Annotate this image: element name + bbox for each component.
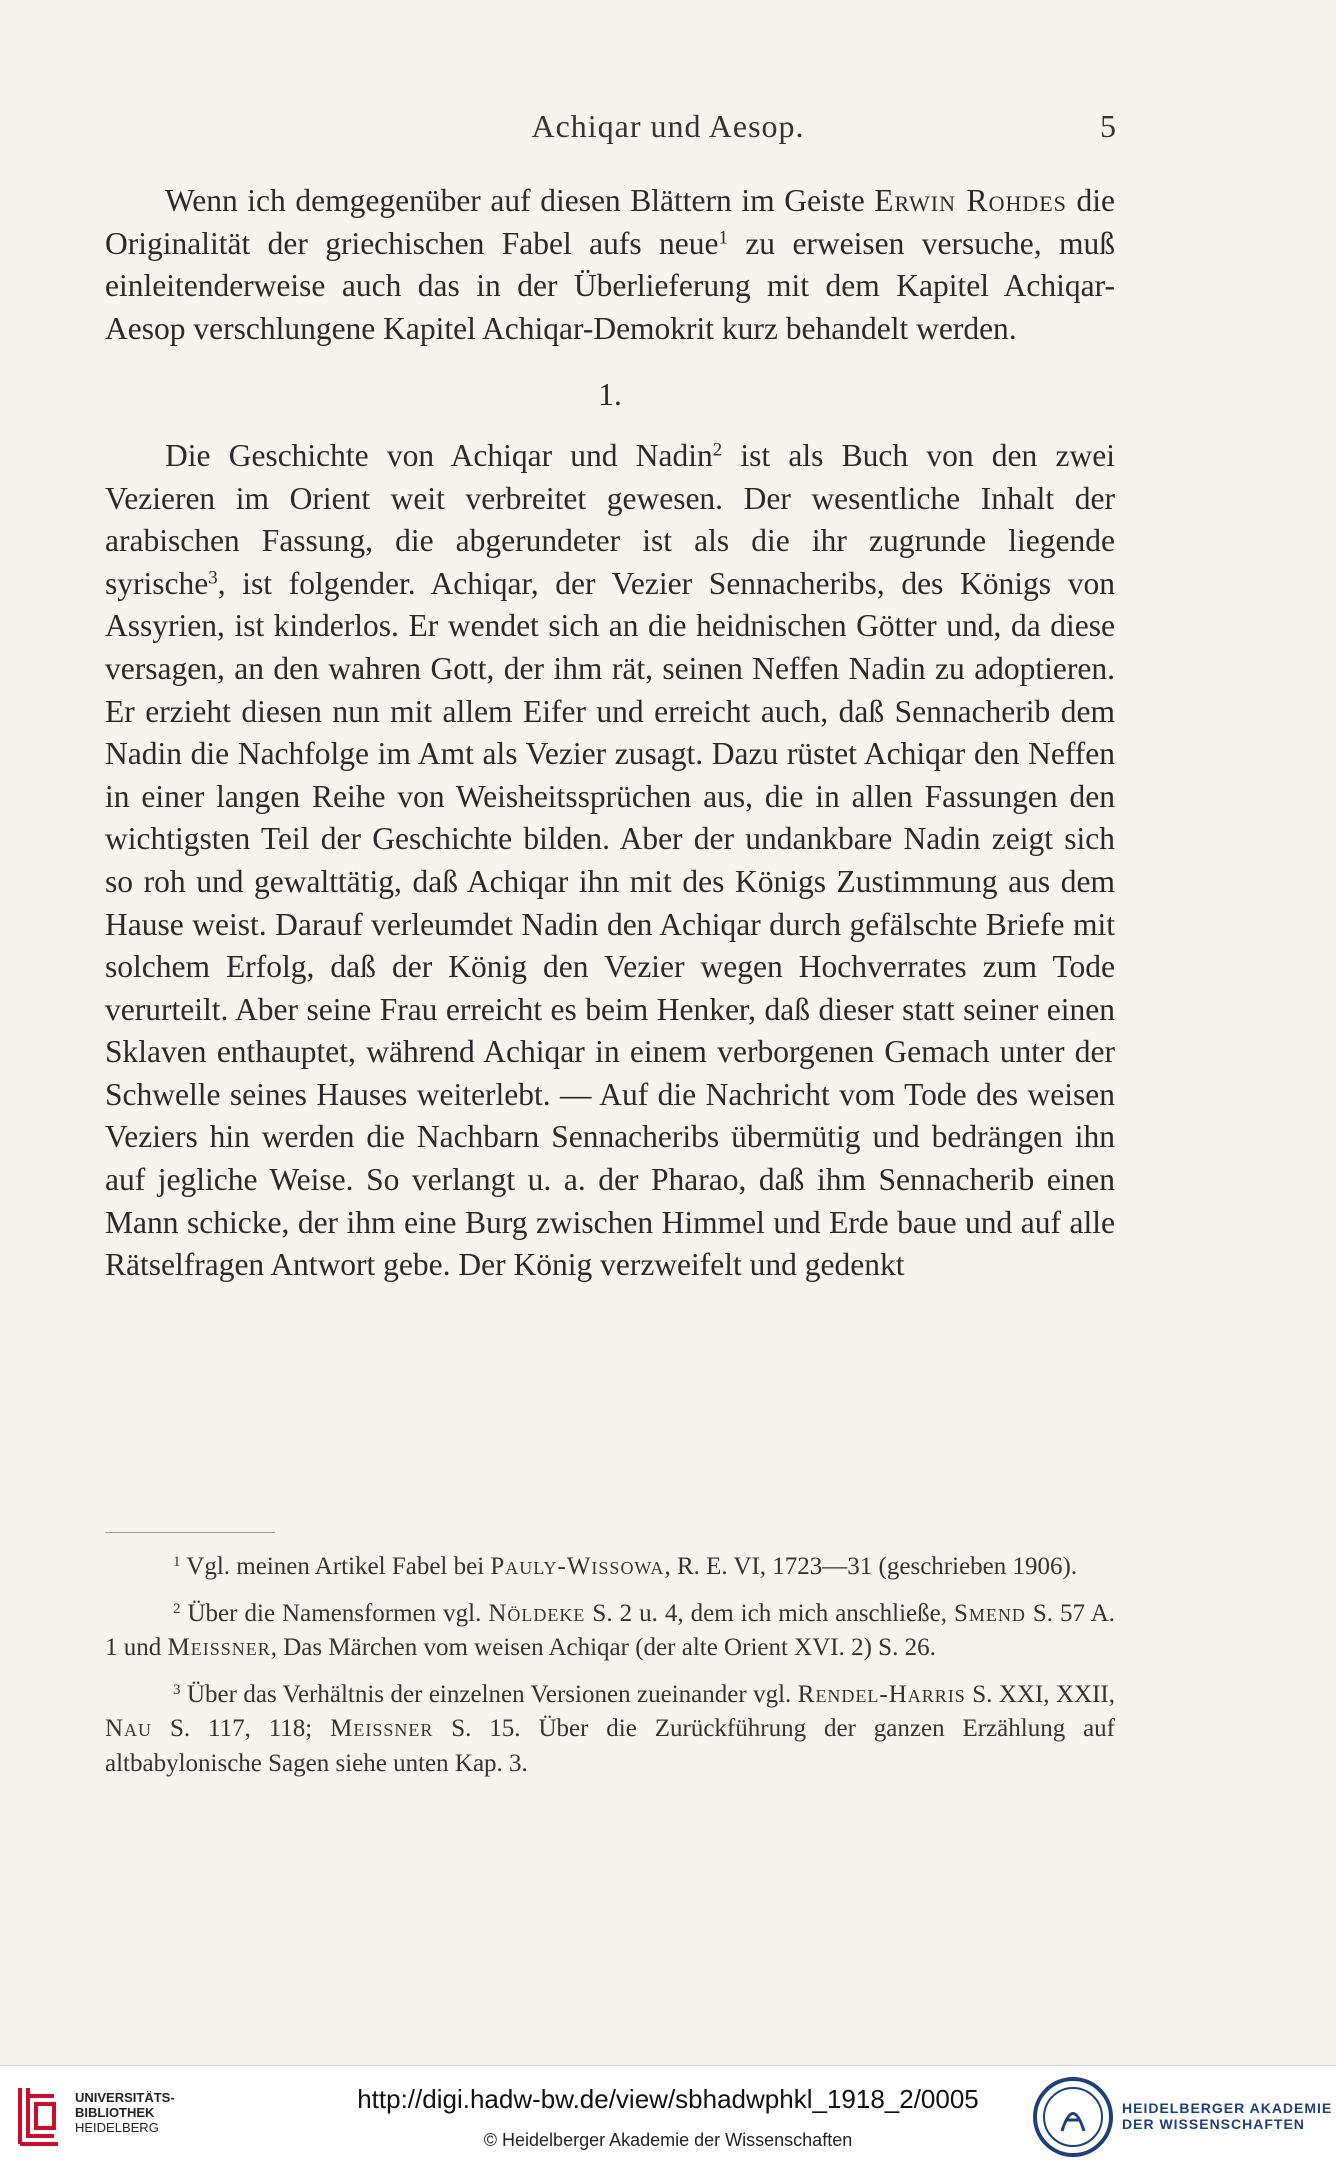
permalink-url[interactable]: http://digi.hadw-bw.de/view/sbhadwphkl_1918_2/0005: [357, 2084, 979, 2114]
footnote-ref-2: 2: [712, 439, 723, 461]
footer-bar: [0, 2065, 1336, 2166]
footnote-ref-1: 1: [718, 227, 728, 249]
footnote-2: $^2$ Über die Namensformen vgl. Nöldeke S. 2 u. 4, dem ich mich anschließe, Smend S. 57 A. 1 und Meissner, Das Märchen vom weisen Achiqar (der alte Orient XVI. 2) S. 26.: [105, 1599, 1115, 1661]
section-number: 1.: [598, 377, 622, 413]
copyright-notice: © Heidelberger Akademie der Wissenschaften: [483, 2130, 853, 2150]
footnote-3: $^3$ Über das Verhältnis der einzelnen Versionen zueinander vgl. Rendel-Harris S. XXI, XXII, Nau S. 117, 118; Meissner S. 15. Über die Zurückführung der ganzen Erzählung auf altbabylonische Sagen siehe unten Kap. 3.: [105, 1680, 1115, 1777]
university-library-name: UNIVERSITÄTS- BIBLIOTHEK HEIDELBERG: [75, 2090, 175, 2135]
running-header: Achiqar und Aesop.: [531, 108, 805, 144]
author-name: Erwin Rohdes: [874, 183, 1067, 218]
footnote-1: $^1$ Vgl. meinen Artikel Fabel bei Pauly-Wissowa, R. E. VI, 1723—31 (geschrieben 1906).: [173, 1553, 1078, 1580]
body-text: [105, 180, 1115, 1287]
academy-name: HEIDELBERGER AKADEMIE DER WISSENSCHAFTEN: [1122, 2100, 1333, 2132]
footnote-divider: [105, 1532, 275, 1533]
academy-seal-icon: [1032, 2076, 1114, 2158]
footnotes: [105, 1550, 1115, 1793]
intro-paragraph: Wenn ich demgegenüber auf diesen Blättern im Geiste Erwin Rohdes die Originalität der griechischen Fabel aufs neue$^1$ zu erweisen versuche, muß einleitenderweise auch das in der Überlieferung mit dem Kapitel Achiqar-Aesop verschlungene Kapitel Achiqar-Demokrit kurz behandelt werden.: [105, 183, 1116, 346]
page-number: 5: [1100, 108, 1116, 144]
main-paragraph: Die Geschichte von Achiqar und Nadin$^2$ ist als Buch von den zwei Vezieren im Orient weit verbreitet gewesen. Der wesentliche Inhalt der arabischen Fassung, die abgerundeter ist als die ihr zugrunde liegende syrische$^3$, ist folgender. Achiqar, der Vezier Sennacheribs, des Königs von Assyrien, ist kinderlos. Er wendet sich an die heidnischen Götter und, da diese versagen, an den wahren Gott, der ihm rät, seinen Neffen Nadin zu adoptieren. Er erzieht diesen nun mit allem Eifer und erreicht auch, daß Sennacherib dem Nadin die Nachfolge im Amt als Vezier zusagt. Dazu rüstet Achiqar den Neffen in einer langen Reihe von Weisheitssprüchen aus, die in allen Fassungen den wichtigsten Teil der Geschichte bilden. Aber der undankbare Nadin zeigt sich so roh und gewalttätig, daß Achiqar ihn mit des Königs Zustimmung aus dem Hause weist. Darauf verleumdet Nadin den Achiqar durch gefälschte Briefe mit solchem Erfolg, daß der König den Vezier wegen Hochverrates zum Tode verurteilt. Aber seine Frau erreicht es beim Henker, daß dieser statt seiner einen Sklaven enthauptet, während Achiqar in einem verborgenen Gemach unter der Schwelle seines Hauses weiterlebt. — Auf die Nachricht vom Tode des weisen Veziers hin werden die Nachbarn Sennacheribs übermütig und bedrängen ihn auf jegliche Weise. So verlangt u. a. der Pharao, daß ihm Sennacherib einen Mann schicke, der ihm eine Burg zwischen Himmel und Erde baue und auf alle Rätselfragen Antwort gebe. Der König verzweifelt und gedenkt: [105, 437, 1115, 1283]
footnote-ref-3: 3: [208, 567, 218, 589]
